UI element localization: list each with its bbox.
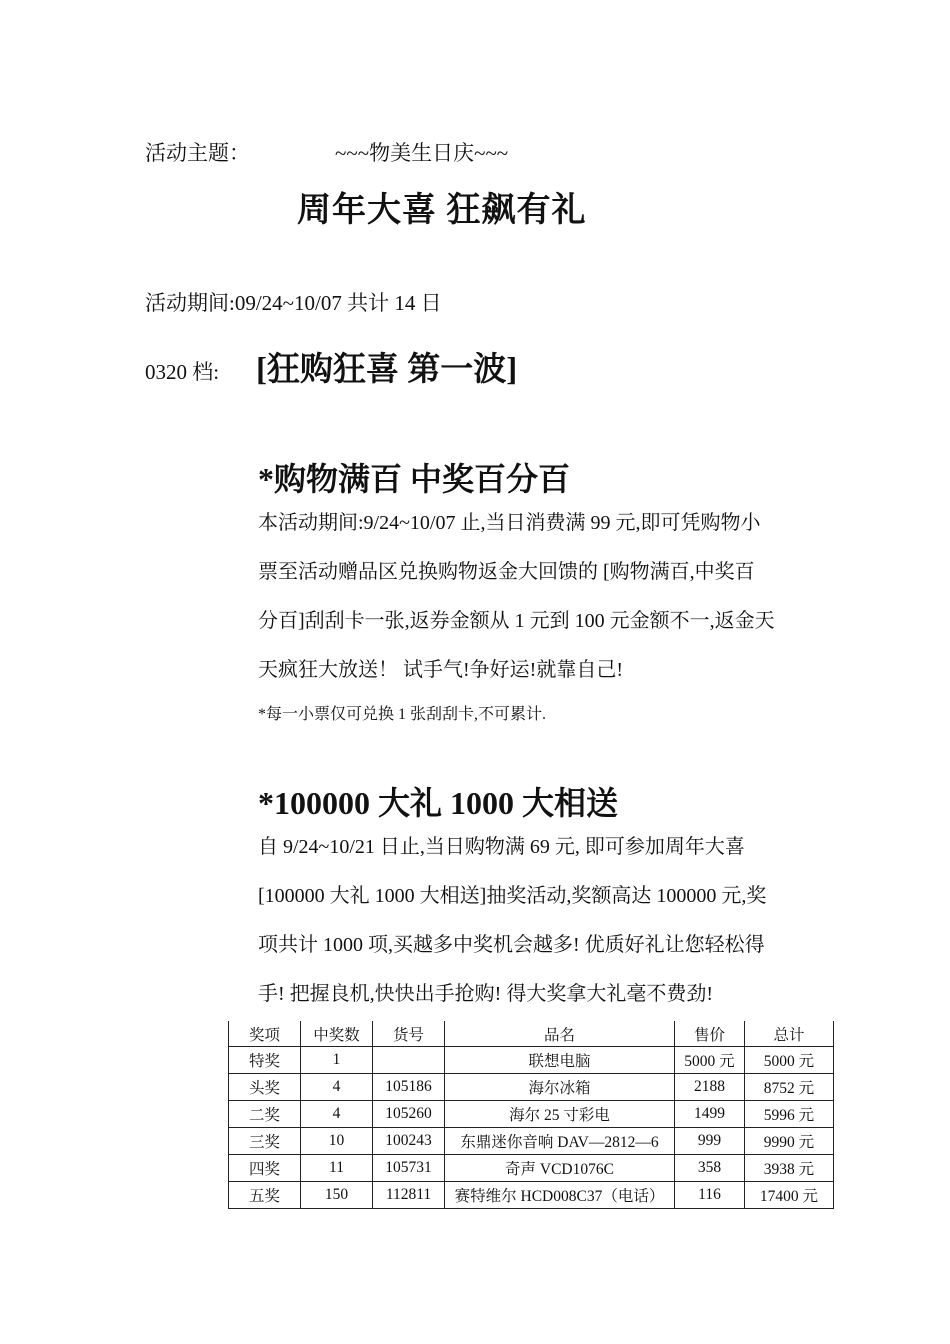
theme-value: ~~~物美生日庆~~~ <box>335 141 509 165</box>
table-cell: 116 <box>675 1182 745 1209</box>
table-cell: 999 <box>675 1128 745 1155</box>
table-cell: 358 <box>675 1155 745 1182</box>
table-cell: 150 <box>301 1182 373 1209</box>
table-cell: 5000 元 <box>675 1047 745 1074</box>
table-cell: 海尔冰箱 <box>445 1074 675 1101</box>
table-cell <box>373 1047 445 1074</box>
table-cell: 东鼎迷你音响 DAV—2812—6 <box>445 1128 675 1155</box>
activity-period: 活动期间:09/24~10/07 共计 14 日 <box>145 291 442 315</box>
section2-line: 项共计 1000 项,买越多中奖机会越多! 优质好礼让您轻松得 <box>258 934 765 956</box>
table-cell: 2188 <box>675 1074 745 1101</box>
table-header-row <box>229 1021 834 1047</box>
table-row <box>229 1155 834 1182</box>
section1-note: *每一小票仅可兑换 1 张刮刮卡,不可累计. <box>258 706 547 723</box>
table-cell: 11 <box>301 1155 373 1182</box>
section2-body <box>258 823 838 1019</box>
section1-line: 分百]刮刮卡一张,返券金额从 1 元到 100 元金额不一,返金天 <box>258 610 775 632</box>
table-cell: 赛特维尔 HCD008C37（电话） <box>445 1182 675 1209</box>
table-cell: 105731 <box>373 1155 445 1182</box>
column-header: 品名 <box>445 1021 675 1047</box>
column-header: 货号 <box>373 1021 445 1047</box>
table-cell: 头奖 <box>229 1074 301 1101</box>
table-cell: 8752 元 <box>745 1074 834 1101</box>
section1-line: 本活动期间:9/24~10/07 止,当日消费满 99 元,即可凭购物小 <box>258 512 761 534</box>
table-cell: 海尔 25 寸彩电 <box>445 1101 675 1128</box>
prize-table <box>228 1021 834 1209</box>
table-row <box>229 1182 834 1209</box>
column-header: 售价 <box>675 1021 745 1047</box>
table-cell: 4 <box>301 1074 373 1101</box>
section2-line: 手! 把握良机,快快出手抢购! 得大奖拿大礼毫不费劲! <box>258 983 713 1005</box>
table-row <box>229 1101 834 1128</box>
table-cell: 100243 <box>373 1128 445 1155</box>
wave-title: [狂购狂喜 第一波] <box>256 352 518 388</box>
section2-line: [100000 大礼 1000 大相送]抽奖活动,奖额高达 100000 元,奖 <box>258 885 767 907</box>
table-cell: 105260 <box>373 1101 445 1128</box>
column-header: 中奖数 <box>301 1021 373 1047</box>
table-cell: 奇声 VCD1076C <box>445 1155 675 1182</box>
table-cell: 联想电脑 <box>445 1047 675 1074</box>
table-cell: 105186 <box>373 1074 445 1101</box>
wave-label: 0320 档: <box>145 360 220 384</box>
table-cell: 9990 元 <box>745 1128 834 1155</box>
table-cell: 5000 元 <box>745 1047 834 1074</box>
section1-body <box>258 499 838 695</box>
table-cell: 4 <box>301 1101 373 1128</box>
table-cell: 1 <box>301 1047 373 1074</box>
section2-title: *100000 大礼 1000 大相送 <box>258 785 619 821</box>
table-cell: 1499 <box>675 1101 745 1128</box>
section1-line: 票至活动赠品区兑换购物返金大回馈的 [购物满百,中奖百 <box>258 561 755 583</box>
theme-label: 活动主题： <box>145 141 250 165</box>
table-row <box>229 1074 834 1101</box>
section2-line: 自 9/24~10/21 日止,当日购物满 69 元, 即可参加周年大喜 <box>258 836 745 858</box>
table-cell: 112811 <box>373 1182 445 1209</box>
table-cell: 5996 元 <box>745 1101 834 1128</box>
table-cell: 四奖 <box>229 1155 301 1182</box>
table-cell: 二奖 <box>229 1101 301 1128</box>
column-header: 奖项 <box>229 1021 301 1047</box>
table-cell: 17400 元 <box>745 1182 834 1209</box>
main-title: 周年大喜 狂飙有礼 <box>297 192 587 229</box>
table-cell: 3938 元 <box>745 1155 834 1182</box>
table-row <box>229 1128 834 1155</box>
table-cell: 特奖 <box>229 1047 301 1074</box>
table-cell: 三奖 <box>229 1128 301 1155</box>
column-header: 总计 <box>745 1021 834 1047</box>
section1-title: *购物满百 中奖百分百 <box>258 461 571 497</box>
table-cell: 10 <box>301 1128 373 1155</box>
section1-line: 天疯狂大放送！ 试手气!争好运!就靠自己! <box>258 659 623 681</box>
table-row <box>229 1047 834 1074</box>
table-cell: 五奖 <box>229 1182 301 1209</box>
